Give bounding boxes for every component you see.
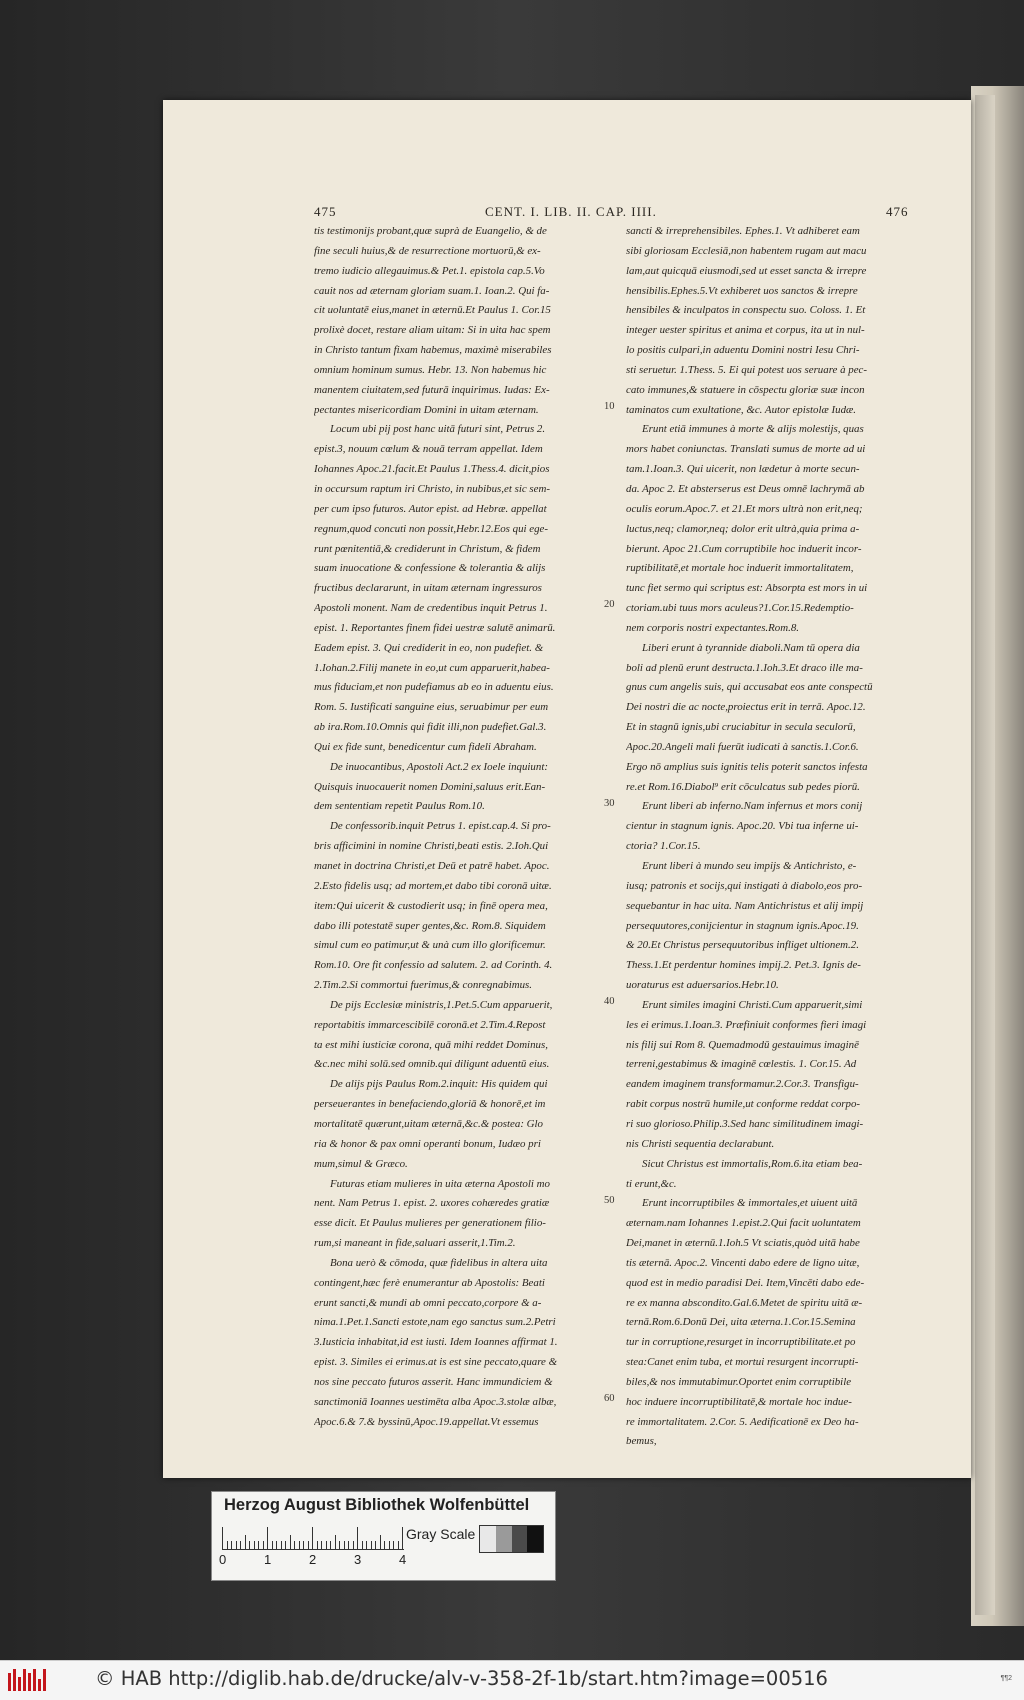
text-line: tis testimonijs probant,quæ suprà de Euangelio, & de [314,225,547,237]
logo-bar [13,1669,16,1691]
text-line: integer uester spiritus et anima et corpus, ita ut in nul- [626,324,865,337]
text-line: cato immunes,& statuere in cōspectu gloriæ suæ incon [626,383,865,396]
color-scale-card [211,1491,556,1581]
text-line: ternā.Rom.6.Donū Dei, uita æterna.1.Cor.15.Semina [626,1316,856,1329]
text-line: Thess.1.Et perdentur homines impij.2. Pet.3. Ignis de- [626,959,861,972]
gray-scale-swatches [479,1525,544,1553]
text-line: pectantes misericordiam Domini in uitam æternam. [314,403,539,416]
text-line: 1.Iohan.2.Filij manete in eo,ut cum apparuerit,habea- [314,661,550,674]
library-name: Herzog August Bibliothek Wolfenbüttel [224,1496,530,1514]
logo-bar [38,1679,41,1691]
ruler-tick [267,1527,268,1549]
ruler-tick [339,1541,340,1549]
text-line: sibi gloriosam Ecclesiā,non habentem rugam aut macu [626,244,867,257]
text-line: Iohannes Apoc.21.facit.Et Paulus 1.Thess.4. dicit,pios [314,463,550,476]
ruler-tick [303,1541,304,1549]
text-line: sequebantur in hac uita. Nam Antichristus et alij impij [626,899,864,912]
line-number: 30 [604,797,615,809]
text-line: tunc fiet sermo qui scriptus est: Absorpta est mors in ui [626,582,868,595]
text-line: Rom. 5. Iustificati sanguine eius, seruabimur per eum [314,701,549,714]
text-line: Erunt liberi ab inferno.Nam infernus et mors conij [642,800,863,813]
text-line: Bona uerò & cōmoda, quæ fidelibus in altera uita [330,1256,548,1269]
text-line: Apoc.20.Angeli mali fuerūt iudicati à sanctis.1.Cor.6. [626,740,859,753]
logo-bar [23,1669,26,1691]
text-line: Erunt etiā immunes à morte & alijs molestijs, quas [642,423,864,436]
ruler-tick [312,1527,313,1549]
text-line: tis æternā. Apoc.2. Vincenti dabo edere de ligno uitæ, [626,1256,860,1269]
text-line: terreni,gestabimus & imaginē cœlestis. 1. Cor.15. Ad [626,1058,857,1071]
ruler-tick [227,1541,228,1549]
ruler-tick [308,1541,309,1549]
ruler-tick [398,1541,399,1549]
ruler-tick [362,1541,363,1549]
line-number: 60 [604,1393,615,1405]
text-line: De inuocantibus, Apostoli Act.2 ex Ioele inquiunt: [330,760,548,773]
line-number: 50 [604,1194,615,1206]
text-line: 3.Iusticia inhabitat,id est iusti. Idem Ioannes affirmat 1. [314,1336,558,1349]
text-line: mus fiduciam,et non pudefiamus ab eo in aduentu eius. [314,681,554,694]
text-line: De pijs Ecclesiæ ministris,1.Pet.5.Cum apparuerit, [330,998,553,1011]
text-line: re immortalitatem. 2.Cor. 5. Aedificationē ex Deo ha- [626,1415,859,1428]
text-line: nis filij sui Rom 8. Quemadmodū gestauimus imaginē [626,1038,859,1051]
ruler-tick [249,1541,250,1549]
text-line: regnum,quod concuti non possit,Hebr.12.Eos qui ege- [314,522,549,535]
text-line: runt pœnitentiā,& crediderunt in Christum, & fidem [314,542,541,555]
text-line: ri suo glorioso.Philip.3.Sed hanc similitudinem imagi- [626,1117,864,1130]
ruler-tick [290,1535,291,1549]
text-column-left [314,222,612,1432]
logo-bar [33,1669,36,1691]
text-line: ti erunt,&c. [626,1177,677,1190]
line-number: 20 [604,599,615,611]
ruler-tick [272,1541,273,1549]
text-line: in occursum raptum iri Christo, in nubibus,et sic sem- [314,482,550,495]
text-line: luctus,neq; clamor,neq; dolor erit ultrà,quia prima a- [626,522,860,535]
text-line: Apoc.6.& 7.& byssinū,Apoc.19.appellat.Vt essemus [314,1415,539,1428]
text-line: manet in doctrina Christi,et Deū et patrē habet. Apoc. [314,860,550,872]
text-line: ctoria? 1.Cor.15. [626,840,701,853]
text-line: perseuerantes in benefaciendo,gloriā & honorē,et im [314,1098,546,1111]
text-line: nent. Nam Petrus 1. epist. 2. uxores cohæredes gratiæ [314,1197,550,1210]
text-line: da. Apoc 2. Et absterserus est Deus omnē lachrymā ab [626,482,865,495]
text-line: Dei nostri die ac nocte,proiectus erit in terrā. Apoc.12. [626,701,866,714]
text-line: cit uoluntatē eius,manet in æternū.Et Paulus 1. Cor.15 [314,304,551,317]
ruler-tick [321,1541,322,1549]
text-line: lam,aut quicquā eiusmodi,sed ut esset sancta & irrepre [626,264,867,277]
text-line: erunt sancti,& mundi ab omni peccato,corpore & a- [314,1296,542,1309]
text-line: lo positis culpari,in aduentu Domini nostri Iesu Chri- [626,344,860,357]
logo-bar [8,1673,11,1691]
text-line: Dei,manet in æternū.1.Ioh.5 Vt sciatis,quòd uitā habe [626,1237,860,1250]
text-line: Quisquis inuocauerit nomen Domini,saluus erit.Ean- [314,780,546,793]
text-line: nima.1.Pet.1.Sancti estote,nam ego sanctus sum.2.Petri [314,1316,556,1329]
text-line: epist.3, nouum cœlum & nouā terram appellat. Idem [314,443,543,456]
line-number: 10 [604,400,615,412]
ruler-tick [281,1541,282,1549]
text-line: hensibilis.Ephes.5.Vt exhiberet uos sanctos & irrepre [626,284,858,297]
text-line: rum,si maneant in fide,saluari asserit,1.Tim.2. [314,1237,516,1250]
text-line: nis Christi sequentia declarabunt. [626,1137,775,1150]
text-line: esse dicit. Et Paulus mulieres per generationem filio- [314,1217,546,1230]
text-line: bemus, [626,1435,657,1448]
ruler-tick [258,1541,259,1549]
text-line: Qui ex fide sunt, benedicentur cum fideli Abraham. [314,740,537,753]
ruler-tick [371,1541,372,1549]
ruler-tick [380,1535,381,1549]
text-line: nos sine peccato futuros asserit. Hanc immundiciem & [314,1375,553,1388]
text-line: mors habet coniunctas. Translati sumus de morte ad ui [626,443,866,456]
gray-swatch [480,1526,496,1552]
text-line: Futuras etiam mulieres in uita æterna Apostoli mo [330,1177,550,1190]
text-line: stea:Canet enim tuba, et mortui resurgent incorrupti- [626,1356,859,1369]
text-line: Erunt incorruptibiles & immortales,et uiuent uitā [642,1197,858,1210]
viewer-footer [0,1660,1024,1700]
ruler-tick [402,1527,403,1549]
text-line: simul cum eo patimur,ut & unà cum illo glorificemur. [314,939,546,952]
text-line: mum,simul & Græco. [314,1157,408,1170]
hab-logo-icon [8,1669,48,1691]
text-line: Sicut Christus est immortalis,Rom.6.ita etiam bea- [642,1157,863,1170]
text-line: sanctimoniā Ioannes uestimēta alba Apoc.3.stolæ albæ, [314,1395,557,1408]
text-line: cientur in stagnum ignis. Apoc.20. Vbi tua inferne ui- [626,820,859,833]
text-line: contingent,hæc ferè enumerantur ab Apostolis: Beati [314,1276,545,1289]
text-line: Rom.10. Ore fit confessio ad salutem. 2. ad Corinth. 4. [314,959,553,972]
ruler-tick [276,1541,277,1549]
text-line: in Christo tantum fixam habemus, maximè miserabiles [314,344,552,357]
text-line: quod est in medio paradisi Dei. Item,Vincēti dabo ede- [626,1276,865,1289]
text-line: per cum ipso futuros. Autor epist. ad Hebræ. appellat [314,502,547,515]
text-line: Locum ubi pij post hanc uitā futuri sint, Petrus 2. [330,423,546,436]
logo-bar [43,1669,46,1691]
text-line: ctoriam.ubi tuus mors aculeus?1.Cor.15.Redemptio- [626,602,854,615]
ruler-tick [348,1541,349,1549]
text-line: Ergo nō amplius suis ignitis telis poterit sanctos infesta [626,760,868,773]
text-line: Eadem epist. 3. Qui crediderit in eo, non pudefiet. & [314,641,544,654]
text-line: ta est mihi iusticiæ corona, quā mihi reddet Dominus, [314,1038,548,1051]
ruler-label: 2 [309,1552,317,1567]
ruler-label: 0 [219,1552,227,1567]
text-line: gnus cum angelis suis, qui accusabat eos ante conspectū [626,681,873,694]
text-line: prolixè docet, restare aliam uitam: Si in uita hac spem [314,324,551,337]
ruler-scale [222,1525,404,1550]
ruler-label: 4 [399,1552,407,1567]
text-line: fine seculi huius,& de resurrectione mortuorū,& ex- [314,244,541,257]
text-line: dem sententiam repetit Paulus Rom.10. [314,800,485,813]
text-line: oculis eorum.Apoc.7. et 21.Et mors ultrà non erit,neq; [626,502,863,515]
gray-swatch [527,1526,543,1552]
text-line: hoc induere incorruptibilitatē,& mortale hoc indue- [626,1395,852,1408]
page-gutter [975,95,995,1615]
text-line: re.et Rom.16.Diabol⁹ erit cōculcatus sub pedes piorū. [626,780,860,793]
ruler-tick [222,1527,223,1549]
text-line: æternam.nam Iohannes 1.epist.2.Qui facit uoluntatem [626,1217,861,1230]
text-line: nem corporis nostri expectantes.Rom.8. [626,621,800,634]
text-line: tremo iudicio allegauimus.& Pet.1. epistola cap.5.Vo [314,264,545,277]
ruler-tick [335,1535,336,1549]
ruler-tick [231,1541,232,1549]
ruler-tick [263,1541,264,1549]
ruler-tick [357,1527,358,1549]
text-line: tam.1.Ioan.3. Qui uicerit, non lædetur à morte secun- [626,463,860,476]
text-line: ria & honor & pax omni operanti bonum, Iudæo pri [314,1137,541,1150]
text-line: persequutores,conijcientur in stagnum ignis.Apoc.19. [626,919,859,932]
ruler-tick [294,1541,295,1549]
text-line: hensibiles & inculpatos in conspectu suo. Coloss. 1. Et [626,304,866,317]
gray-scale-label: Gray Scale [406,1526,476,1542]
text-line: iusq; patronis et socijs,qui instigati à diabolo,eos pro- [626,879,863,892]
ruler-tick [236,1541,237,1549]
logo-bar [28,1673,31,1691]
page-signature: ¶¶2 [1000,1675,1012,1682]
ruler-tick [330,1541,331,1549]
ruler-tick [366,1541,367,1549]
text-line: bris afficimini in nomine Christi,beati estis. 2.Ioh.Qui [314,840,549,853]
text-line: eandem imaginem transformamur.2.Cor.3. Transfigu- [626,1078,859,1091]
line-number: 40 [604,996,615,1008]
ruler-tick [254,1541,255,1549]
ruler-label: 3 [354,1552,362,1567]
text-line: epist. 1. Reportantes finem fidei uestræ salutē animarū. [314,621,556,634]
ruler-tick [299,1541,300,1549]
text-line: boli ad plenū erunt destructa.1.Ioh.3.Et draco ille ma- [626,661,863,674]
footer-url-link[interactable]: © HAB http://diglib.hab.de/drucke/alv-v-358-2f-1b/start.htm?image=00516 [95,1667,828,1690]
ruler-tick [317,1541,318,1549]
ruler-tick [240,1541,241,1549]
text-line: Erunt similes imagini Christi.Cum apparuerit,simi [642,998,863,1011]
text-line: suam inuocatione & confessione & tolerantia & alijs [314,562,546,575]
text-line: sti seruetur. 1.Thess. 5. Ei qui potest uos seruare à pec- [626,363,867,376]
ruler-tick [326,1541,327,1549]
text-line: les ei erimus.1.Ioan.3. Præfiniuit conformes fieri imagi [626,1018,867,1031]
ruler-tick [344,1541,345,1549]
text-line: dabo illi potestatē super gentes,&c. Rom.8. Siquidem [314,919,546,932]
text-line: Liberi erunt à tyrannide diaboli.Nam tū opera dia [642,641,860,654]
text-line: re ex manna abscondito.Gal.6.Metet de spiritu uitā æ- [626,1296,863,1309]
ruler-tick [353,1541,354,1549]
text-line: reportabitis immarcescibilē coronā.et 2.Tim.4.Repost [314,1018,546,1031]
text-line: Erunt liberi à mundo seu impijs & Antichristo, e- [642,860,857,872]
ruler-tick [384,1541,385,1549]
text-line: ruptibilitatē,et mortale hoc induerit immortalitatem, [626,562,854,575]
text-line: De alijs pijs Paulus Rom.2.inquit: His quidem qui [330,1078,548,1091]
text-line: Et in stagnū ignis,ubi cruciabitur in secula seculorū, [626,721,856,734]
text-line: taminatos cum exultatione, &c. Autor epistolæ Iudæ. [626,403,856,416]
text-line: & 20.Et Christus persequutoribus infliget ultionem.2. [626,939,859,952]
ruler-labels [219,1552,422,1570]
text-line: De confessorib.inquit Petrus 1. epist.cap.4. Si pro- [330,820,551,833]
text-line: rabit corpus nostrū humile,ut conforme reddat corpo- [626,1098,861,1111]
text-line: sancti & irreprehensibiles. Ephes.1. Vt adhiberet eam [626,225,860,237]
gray-swatch [512,1526,528,1552]
text-line: omnium hominum sumus. Hebr. 13. Non habemus hic [314,363,547,376]
text-column-right [626,222,924,1452]
text-line: tur in corruptione,resurget in incorruptibilitate.et po [626,1336,856,1349]
text-line: uoraturus est aduersarios.Hebr.10. [626,979,779,992]
logo-bar [18,1677,21,1691]
text-line: cauit nos ad æternam gloriam suam.1. Ioan.2. Qui fa- [314,284,550,297]
text-line: item:Qui uicerit & custodierit usq; in finē opera mea, [314,899,548,912]
ruler-tick [393,1541,394,1549]
text-line: &c.nec mihi solū.sed omnib.qui diligunt aduentū eius. [314,1058,550,1071]
text-line: mortalitatē quærunt,uitam æternā,&c.& postea: Glo [314,1117,544,1130]
ruler-tick [245,1535,246,1549]
page-number-left: 475 [314,204,337,219]
text-line: bierunt. Apoc 21.Cum corruptibile hoc induerit incor- [626,542,862,555]
running-head: CENT. I. LIB. II. CAP. IIII. [485,204,657,219]
text-line: fructibus declararunt, in uitam æternam ingressuros [314,582,542,595]
gray-swatch [496,1526,512,1552]
text-line: Apostoli monent. Nam de credentibus inquit Petrus 1. [314,602,548,615]
text-line: epist. 3. Similes ei erimus.at is est sine peccato,quare & [314,1356,558,1369]
text-line: manentem ciuitatem,sed futurā inquirimus. Iudas: Ex- [314,383,550,396]
text-line: 2.Esto fidelis usq; ad mortem,et dabo tibi coronā uitæ. [314,879,552,892]
ruler-tick [375,1541,376,1549]
ruler-tick [389,1541,390,1549]
page-number-right: 476 [886,204,909,219]
ruler-label: 1 [264,1552,272,1567]
ruler-tick [285,1541,286,1549]
text-line: biles,& nos immutabimur.Oportet enim corruptibile [626,1375,852,1388]
text-line: ab ira.Rom.10.Omnis qui fidit illi,non pudefiet.Gal.3. [314,721,547,734]
text-line: 2.Tim.2.Si commortui fuerimus,& conregnabimus. [314,979,533,992]
